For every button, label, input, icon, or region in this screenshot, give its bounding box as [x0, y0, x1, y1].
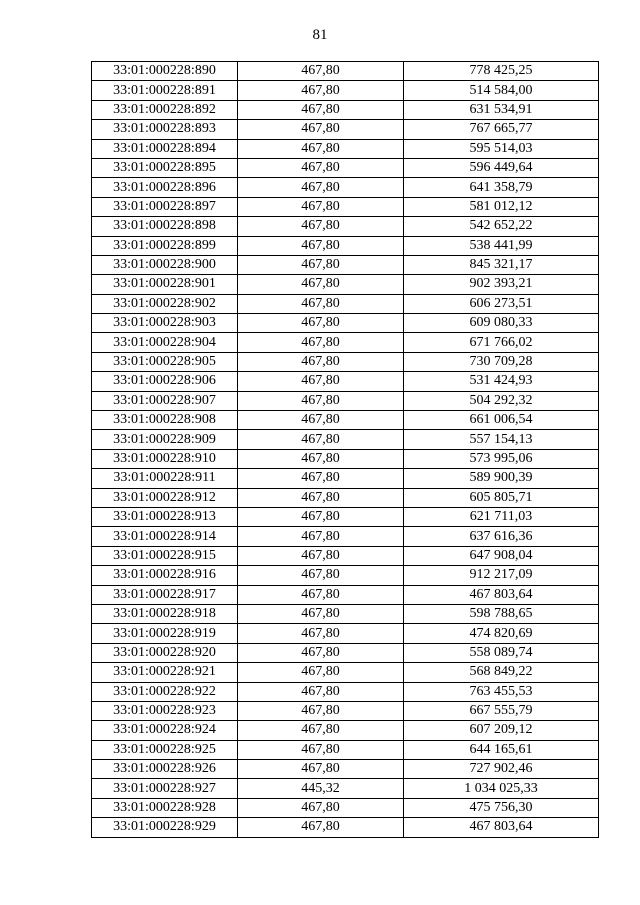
- table-row: [92, 314, 599, 333]
- area-cell: 467,80: [238, 217, 404, 236]
- cadastral-number-cell: 33:01:000228:900: [92, 255, 238, 274]
- cadastral-number-cell: 33:01:000228:891: [92, 81, 238, 100]
- table-row: [92, 488, 599, 507]
- table-row: [92, 643, 599, 662]
- cadastral-value-cell: 621 711,03: [404, 507, 599, 526]
- cadastral-number-cell: 33:01:000228:897: [92, 197, 238, 216]
- table-row: [92, 624, 599, 643]
- cadastral-number-cell: 33:01:000228:924: [92, 721, 238, 740]
- table-row: [92, 527, 599, 546]
- cadastral-number-cell: 33:01:000228:894: [92, 139, 238, 158]
- area-cell: 467,80: [238, 721, 404, 740]
- table-row: [92, 779, 599, 798]
- area-cell: 467,80: [238, 449, 404, 468]
- area-cell: 467,80: [238, 701, 404, 720]
- cadastral-number-cell: 33:01:000228:907: [92, 391, 238, 410]
- cadastral-value-cell: 475 756,30: [404, 798, 599, 817]
- cadastral-number-cell: 33:01:000228:915: [92, 546, 238, 565]
- cadastral-value-cell: 607 209,12: [404, 721, 599, 740]
- table-row: [92, 120, 599, 139]
- area-cell: 467,80: [238, 120, 404, 139]
- cadastral-number-cell: 33:01:000228:927: [92, 779, 238, 798]
- cadastral-value-table: [91, 61, 599, 838]
- area-cell: 467,80: [238, 643, 404, 662]
- cadastral-number-cell: 33:01:000228:917: [92, 585, 238, 604]
- area-cell: 467,80: [238, 798, 404, 817]
- table-row: [92, 507, 599, 526]
- cadastral-number-cell: 33:01:000228:892: [92, 100, 238, 119]
- area-cell: 467,80: [238, 352, 404, 371]
- cadastral-value-cell: 531 424,93: [404, 372, 599, 391]
- cadastral-number-cell: 33:01:000228:912: [92, 488, 238, 507]
- table-row: [92, 585, 599, 604]
- area-cell: 467,80: [238, 178, 404, 197]
- table-row: [92, 333, 599, 352]
- table-row: [92, 62, 599, 81]
- cadastral-number-cell: 33:01:000228:928: [92, 798, 238, 817]
- table-row: [92, 760, 599, 779]
- cadastral-number-cell: 33:01:000228:898: [92, 217, 238, 236]
- area-cell: 467,80: [238, 236, 404, 255]
- cadastral-value-cell: 644 165,61: [404, 740, 599, 759]
- table-row: [92, 604, 599, 623]
- area-cell: 467,80: [238, 585, 404, 604]
- cadastral-value-cell: 606 273,51: [404, 294, 599, 313]
- table-row: [92, 178, 599, 197]
- cadastral-number-cell: 33:01:000228:906: [92, 372, 238, 391]
- area-cell: 467,80: [238, 197, 404, 216]
- cadastral-value-cell: 661 006,54: [404, 411, 599, 430]
- table-row: [92, 255, 599, 274]
- table-row: [92, 682, 599, 701]
- cadastral-value-cell: 558 089,74: [404, 643, 599, 662]
- cadastral-value-cell: 730 709,28: [404, 352, 599, 371]
- table-row: [92, 721, 599, 740]
- cadastral-value-cell: 647 908,04: [404, 546, 599, 565]
- cadastral-value-cell: 538 441,99: [404, 236, 599, 255]
- table-row: [92, 236, 599, 255]
- cadastral-number-cell: 33:01:000228:903: [92, 314, 238, 333]
- cadastral-value-cell: 514 584,00: [404, 81, 599, 100]
- area-cell: 467,80: [238, 391, 404, 410]
- cadastral-value-cell: 671 766,02: [404, 333, 599, 352]
- area-cell: 467,80: [238, 527, 404, 546]
- table-row: [92, 391, 599, 410]
- cadastral-number-cell: 33:01:000228:899: [92, 236, 238, 255]
- table-row: [92, 449, 599, 468]
- cadastral-value-cell: 474 820,69: [404, 624, 599, 643]
- cadastral-number-cell: 33:01:000228:902: [92, 294, 238, 313]
- table-row: [92, 798, 599, 817]
- area-cell: 445,32: [238, 779, 404, 798]
- cadastral-value-cell: 727 902,46: [404, 760, 599, 779]
- table-row: [92, 197, 599, 216]
- area-cell: 467,80: [238, 682, 404, 701]
- cadastral-value-cell: 557 154,13: [404, 430, 599, 449]
- cadastral-number-cell: 33:01:000228:893: [92, 120, 238, 139]
- table-row: [92, 372, 599, 391]
- cadastral-value-cell: 667 555,79: [404, 701, 599, 720]
- cadastral-value-cell: 598 788,65: [404, 604, 599, 623]
- cadastral-value-cell: 596 449,64: [404, 158, 599, 177]
- cadastral-number-cell: 33:01:000228:914: [92, 527, 238, 546]
- cadastral-value-cell: 595 514,03: [404, 139, 599, 158]
- table-row: [92, 217, 599, 236]
- table-row: [92, 100, 599, 119]
- cadastral-number-cell: 33:01:000228:909: [92, 430, 238, 449]
- cadastral-number-cell: 33:01:000228:904: [92, 333, 238, 352]
- table-row: [92, 430, 599, 449]
- cadastral-number-cell: 33:01:000228:929: [92, 818, 238, 837]
- table-row: [92, 740, 599, 759]
- cadastral-value-cell: 581 012,12: [404, 197, 599, 216]
- area-cell: 467,80: [238, 760, 404, 779]
- cadastral-value-cell: 605 805,71: [404, 488, 599, 507]
- cadastral-number-cell: 33:01:000228:926: [92, 760, 238, 779]
- table-row: [92, 566, 599, 585]
- cadastral-number-cell: 33:01:000228:919: [92, 624, 238, 643]
- table-row: [92, 818, 599, 837]
- cadastral-value-cell: 845 321,17: [404, 255, 599, 274]
- area-cell: 467,80: [238, 604, 404, 623]
- cadastral-number-cell: 33:01:000228:890: [92, 62, 238, 81]
- area-cell: 467,80: [238, 624, 404, 643]
- cadastral-number-cell: 33:01:000228:905: [92, 352, 238, 371]
- area-cell: 467,80: [238, 546, 404, 565]
- area-cell: 467,80: [238, 566, 404, 585]
- cadastral-value-cell: 467 803,64: [404, 585, 599, 604]
- table-row: [92, 275, 599, 294]
- area-cell: 467,80: [238, 740, 404, 759]
- area-cell: 467,80: [238, 139, 404, 158]
- cadastral-value-cell: 504 292,32: [404, 391, 599, 410]
- cadastral-number-cell: 33:01:000228:896: [92, 178, 238, 197]
- cadastral-number-cell: 33:01:000228:908: [92, 411, 238, 430]
- cadastral-value-cell: 637 616,36: [404, 527, 599, 546]
- cadastral-value-cell: 542 652,22: [404, 217, 599, 236]
- area-cell: 467,80: [238, 81, 404, 100]
- table-row: [92, 701, 599, 720]
- cadastral-value-cell: 631 534,91: [404, 100, 599, 119]
- cadastral-number-cell: 33:01:000228:921: [92, 663, 238, 682]
- table-row: [92, 294, 599, 313]
- cadastral-number-cell: 33:01:000228:916: [92, 566, 238, 585]
- area-cell: 467,80: [238, 469, 404, 488]
- cadastral-number-cell: 33:01:000228:923: [92, 701, 238, 720]
- table-row: [92, 469, 599, 488]
- area-cell: 467,80: [238, 818, 404, 837]
- area-cell: 467,80: [238, 294, 404, 313]
- cadastral-value-cell: 912 217,09: [404, 566, 599, 585]
- area-cell: 467,80: [238, 372, 404, 391]
- table-body: [92, 62, 599, 838]
- cadastral-value-cell: 467 803,64: [404, 818, 599, 837]
- table-row: [92, 352, 599, 371]
- table-row: [92, 663, 599, 682]
- area-cell: 467,80: [238, 411, 404, 430]
- table-row: [92, 139, 599, 158]
- table-row: [92, 546, 599, 565]
- cadastral-number-cell: 33:01:000228:895: [92, 158, 238, 177]
- cadastral-value-cell: 573 995,06: [404, 449, 599, 468]
- area-cell: 467,80: [238, 314, 404, 333]
- table-row: [92, 411, 599, 430]
- cadastral-number-cell: 33:01:000228:913: [92, 507, 238, 526]
- area-cell: 467,80: [238, 663, 404, 682]
- area-cell: 467,80: [238, 100, 404, 119]
- cadastral-value-cell: 1 034 025,33: [404, 779, 599, 798]
- cadastral-value-cell: 767 665,77: [404, 120, 599, 139]
- area-cell: 467,80: [238, 158, 404, 177]
- cadastral-number-cell: 33:01:000228:918: [92, 604, 238, 623]
- area-cell: 467,80: [238, 507, 404, 526]
- area-cell: 467,80: [238, 255, 404, 274]
- cadastral-value-cell: 641 358,79: [404, 178, 599, 197]
- cadastral-value-cell: 589 900,39: [404, 469, 599, 488]
- area-cell: 467,80: [238, 62, 404, 81]
- cadastral-number-cell: 33:01:000228:922: [92, 682, 238, 701]
- cadastral-number-cell: 33:01:000228:910: [92, 449, 238, 468]
- cadastral-value-cell: 778 425,25: [404, 62, 599, 81]
- cadastral-value-cell: 568 849,22: [404, 663, 599, 682]
- page-number: 81: [312, 27, 328, 43]
- cadastral-value-cell: 763 455,53: [404, 682, 599, 701]
- area-cell: 467,80: [238, 430, 404, 449]
- table-row: [92, 158, 599, 177]
- area-cell: 467,80: [238, 275, 404, 294]
- table-row: [92, 81, 599, 100]
- cadastral-number-cell: 33:01:000228:901: [92, 275, 238, 294]
- cadastral-number-cell: 33:01:000228:925: [92, 740, 238, 759]
- cadastral-number-cell: 33:01:000228:920: [92, 643, 238, 662]
- cadastral-number-cell: 33:01:000228:911: [92, 469, 238, 488]
- area-cell: 467,80: [238, 333, 404, 352]
- cadastral-value-cell: 609 080,33: [404, 314, 599, 333]
- cadastral-value-cell: 902 393,21: [404, 275, 599, 294]
- area-cell: 467,80: [238, 488, 404, 507]
